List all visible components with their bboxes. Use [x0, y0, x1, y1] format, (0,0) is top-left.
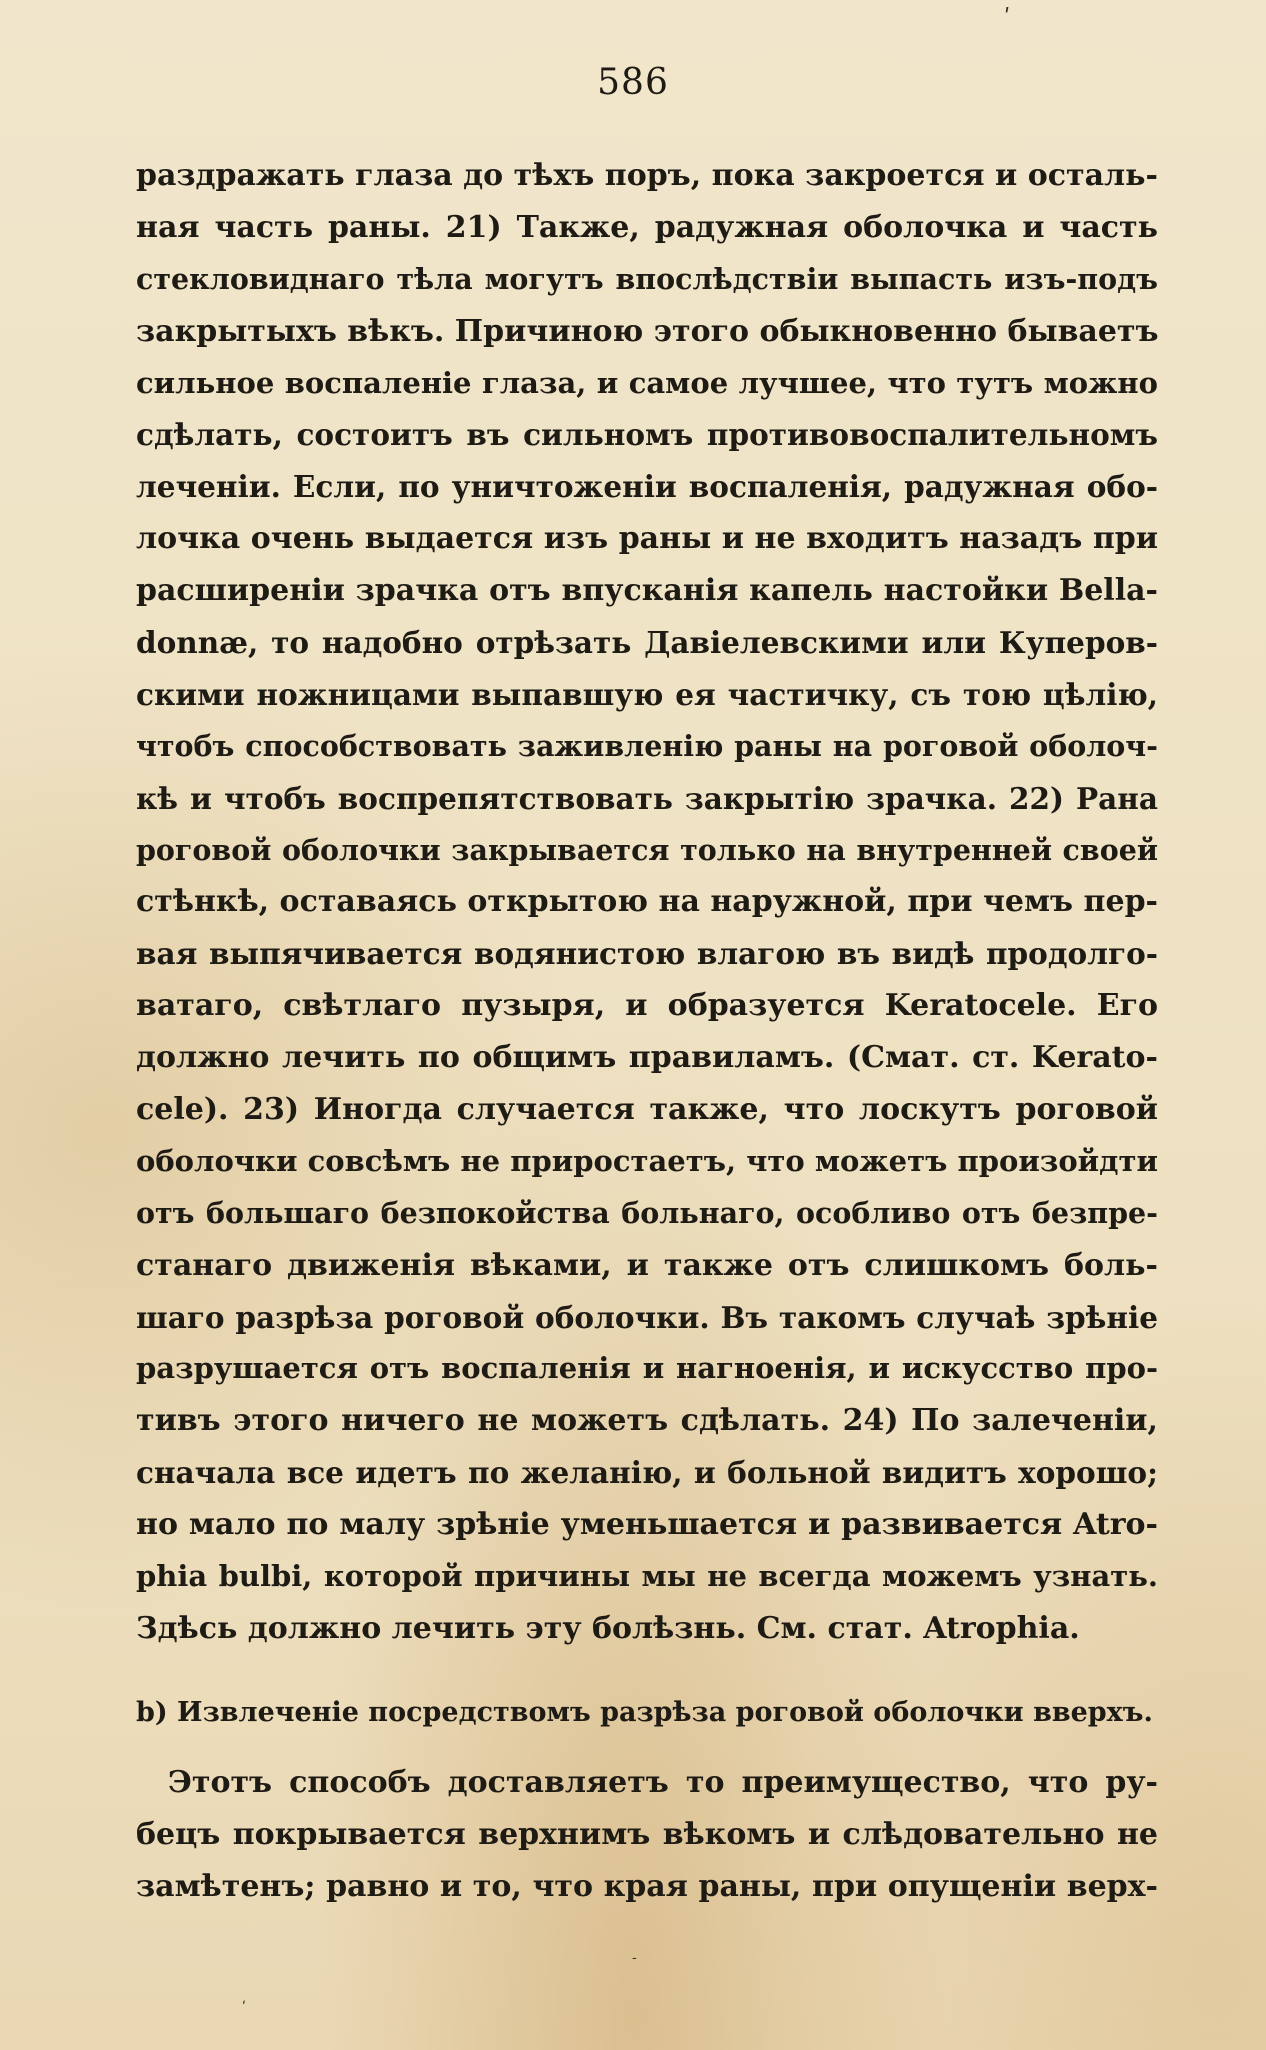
text-line: леченіи. Если, по уничтоженіи воспаленія, радужная обо- — [136, 469, 1158, 505]
text-line: закрытыхъ вѣкъ. Причиною этого обыкновенно бываетъ — [136, 313, 1159, 349]
text-line: ная часть раны. 21) Также, радужная оболочка и часть — [136, 209, 1158, 245]
text-line: но мало по малу зрѣніе уменьшается и развивается Atro- — [136, 1507, 1158, 1543]
text-line: сначала все идетъ по желанію, и больной видитъ хорошо; — [136, 1455, 1158, 1491]
ink-speck: ʹ — [242, 2000, 246, 2016]
text-line: сдѣлать, состоитъ въ сильномъ противовоспалительномъ — [136, 417, 1158, 453]
section-paragraph — [136, 1757, 1158, 1913]
text-line: разрушается отъ воспаленія и нагноенія, и искусство про- — [136, 1351, 1158, 1386]
ink-speck: - — [632, 1950, 637, 1966]
text-line: Здѣсь должно лечить эту болѣзнь. См. стат. Atrophia. — [136, 1610, 1080, 1646]
text-line: phia bulbi, которой причины мы не всегда можемъ узнать. — [136, 1559, 1158, 1594]
text-line: стѣнкѣ, оставаясь открытою на наружной, при чемъ пер- — [136, 884, 1158, 920]
text-line: шаго разрѣза роговой оболочки. Въ такомъ случаѣ зрѣніе — [136, 1299, 1158, 1335]
text-line: стекловиднаго тѣла могутъ впослѣдствіи выпасть изъ-подъ — [136, 261, 1158, 296]
text-line: Этотъ способъ доставляетъ то преимущество, что ру- — [168, 1765, 1158, 1800]
text-line: лочка очень выдается изъ раны и не входитъ назадъ при — [136, 521, 1158, 557]
text-line: раздражать глаза до тѣхъ поръ, пока закроется и осталь- — [136, 158, 1158, 193]
page-number: 586 — [597, 62, 669, 103]
text-line: отъ большаго безпокойства больнаго, особливо отъ безпре- — [136, 1195, 1158, 1230]
paragraph — [136, 150, 1158, 1655]
text-line: бецъ покрывается верхнимъ вѣкомъ и слѣдовательно не — [136, 1816, 1158, 1852]
text-line: сильное воспаленіе глаза, и самое лучшее, что тутъ можно — [136, 365, 1158, 400]
text-line: должно лечить по общимъ правиламъ. (Смат. ст. Kerato- — [136, 1040, 1158, 1076]
text-line: cele). 23) Иногда случается также, что лоскутъ роговой — [136, 1092, 1158, 1128]
text-line: тивъ этого ничего не можетъ сдѣлать. 24) По залеченіи, — [136, 1403, 1158, 1439]
text-line: расширеніи зрачка отъ впусканія капель настойки Bella- — [136, 573, 1158, 609]
text-line: кѣ и чтобъ воспрепятствовать закрытію зрачка. 22) Рана — [136, 780, 1158, 816]
text-line: станаго движенія вѣками, и также отъ слишкомъ боль- — [136, 1247, 1158, 1283]
pen-mark: ʹ — [1004, 6, 1011, 31]
text-line: скими ножницами выпавшую ея частичку, съ тою цѣлію, — [136, 676, 1158, 712]
text-line: ватаго, свѣтлаго пузыря, и образуется Keratocele. Его — [136, 988, 1158, 1024]
text-line: чтобъ способствовать заживленію раны на роговой оболоч- — [136, 728, 1158, 763]
section-heading: b) Извлеченіе посредствомъ разрѣза роговой оболочки вверхъ. — [136, 1697, 1153, 1728]
text-line: роговой оболочки закрывается только на внутренней своей — [136, 832, 1158, 867]
text-line: donnæ, то надобно отрѣзать Давіелевскими или Куперов- — [136, 625, 1158, 661]
text-line: оболочки совсѣмъ не приростаетъ, что можетъ произойдти — [136, 1143, 1158, 1178]
text-line: замѣтенъ; равно и то, что края раны, при опущеніи верх- — [136, 1868, 1158, 1904]
text-line: вая выпячивается водянистою влагою въ видѣ продолго- — [136, 936, 1158, 972]
